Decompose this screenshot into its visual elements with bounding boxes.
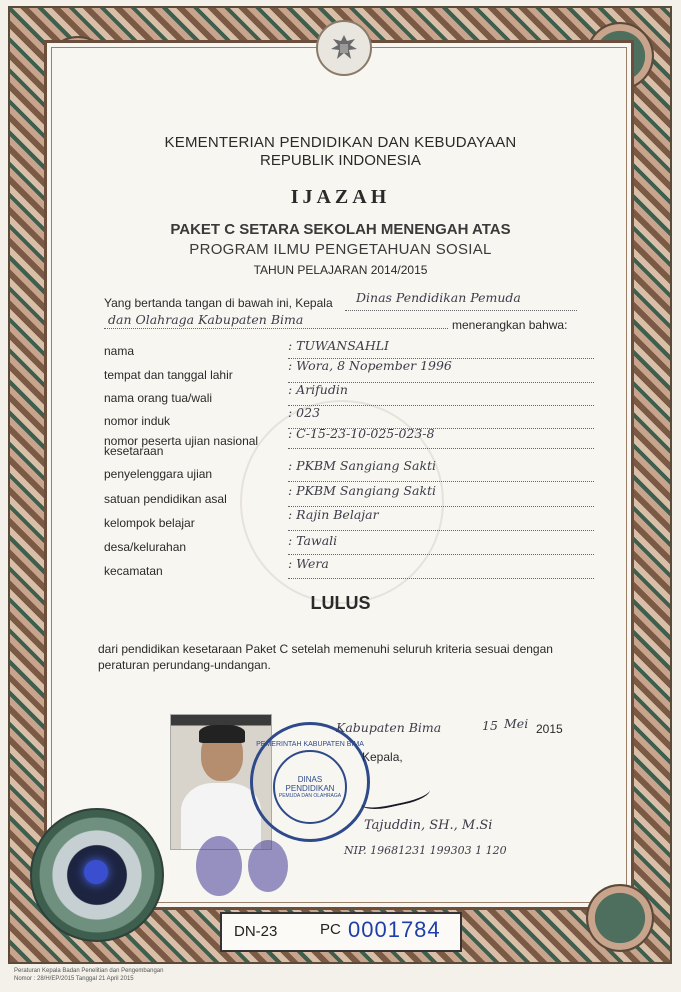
fingerprint-right: [248, 840, 288, 892]
signatory-nip: NIP. 19681231 199303 1 120: [344, 844, 507, 857]
intro-line-2: [104, 328, 448, 329]
garuda-emblem-icon: [316, 20, 372, 76]
field-line-ortu: [288, 405, 594, 406]
statement-line-1: dari pendidikan kesetaraan Paket C setelah memenuhi seluruh kriteria sesuai dengan: [98, 642, 553, 656]
field-value-nomor-induk: : 023: [288, 405, 321, 420]
serial-series: DN-23: [234, 923, 278, 940]
serial-number: 0001784: [348, 917, 441, 942]
signature-day: 15: [482, 718, 498, 733]
field-label-ortu: nama orang tua/wali: [104, 391, 213, 405]
field-line-kecamatan: [288, 578, 594, 579]
field-line-kelompok: [288, 530, 594, 531]
field-value-kelompok: : Rajin Belajar: [288, 507, 379, 522]
field-value-ortu: : Arifudin: [288, 382, 348, 397]
field-line-nomor-peserta: [288, 448, 594, 449]
field-label-desa: desa/kelurahan: [104, 540, 187, 554]
official-stamp: [250, 722, 370, 842]
fingerprint-left: [196, 836, 242, 896]
field-line-desa: [288, 554, 594, 555]
stamp-center-2: PENDIDIKAN: [285, 783, 335, 793]
signature-year: 2015: [536, 722, 563, 736]
field-value-satuan: : PKBM Sangiang Sakti: [288, 483, 437, 498]
serial-prefix: PC: [320, 921, 341, 938]
field-label-ttl: tempat dan tanggal lahir: [104, 368, 233, 382]
field-value-nama: : TUWANSAHLI: [288, 338, 389, 353]
field-value-desa: : Tawali: [288, 533, 338, 548]
stamp-center-1: DINAS: [297, 774, 323, 784]
program-heading: PROGRAM ILMU PENGETAHUAN SOSIAL: [189, 241, 492, 258]
academic-year: TAHUN PELAJARAN 2014/2015: [253, 263, 428, 277]
intro-text: Yang bertanda tangan di bawah ini, Kepala: [104, 296, 333, 310]
corner-ornament-bottom-right: [586, 884, 654, 952]
stamp-ring-text: PEMERINTAH KABUPATEN BIMA: [256, 740, 364, 748]
intro-handwritten-2: dan Olahraga Kabupaten Bima: [108, 312, 304, 327]
field-label-kelompok: kelompok belajar: [104, 516, 195, 530]
field-label-kecamatan: kecamatan: [104, 564, 163, 578]
republic-heading: REPUBLIK INDONESIA: [260, 152, 421, 169]
field-label-kesetaraan: kesetaraan: [104, 444, 164, 458]
intro-line-1: [345, 310, 577, 311]
signature-role: Kepala,: [362, 750, 403, 764]
field-line-penyelenggara: [288, 481, 594, 482]
ministry-heading: KEMENTERIAN PENDIDIKAN DAN KEBUDAYAAN: [164, 134, 517, 151]
field-label-nomor-peserta: nomor peserta ujian nasional: [104, 434, 259, 448]
intro-text-2: menerangkan bahwa:: [452, 318, 568, 332]
field-value-penyelenggara: : PKBM Sangiang Sakti: [288, 458, 437, 473]
field-label-nama: nama: [104, 344, 135, 358]
document-title: IJAZAH: [290, 186, 391, 208]
result-lulus: LULUS: [310, 593, 371, 613]
stamp-center-3: PEMUDA DAN OLAHRAGA: [278, 792, 342, 799]
footnote-line-1: Peraturan Kepala Badan Penelitian dan Pengembangan: [14, 968, 164, 974]
paket-heading: PAKET C SETARA SEKOLAH MENENGAH ATAS: [170, 221, 511, 238]
signature-place: Kabupaten Bima: [336, 720, 442, 735]
field-value-kecamatan: : Wera: [288, 556, 329, 571]
statement-line-2: peraturan perundang-undangan.: [98, 658, 271, 672]
footnote-line-2: Nomor : 28/H/EP/2015 Tanggal 21 April 2015: [14, 976, 134, 982]
signatory-name: Tajuddin, SH., M.Si: [364, 818, 493, 833]
field-label-satuan: satuan pendidikan asal: [104, 492, 227, 506]
field-value-ttl: : Wora, 8 Nopember 1996: [288, 358, 452, 373]
signature-month: Mei: [504, 716, 529, 731]
field-value-nomor-peserta: : C-15-23-10-025-023-8: [288, 426, 435, 441]
field-label-nomor-induk: nomor induk: [104, 414, 171, 428]
field-label-penyelenggara: penyelenggara ujian: [104, 467, 213, 481]
serial-number-box: [220, 912, 462, 952]
intro-handwritten-1: Dinas Pendidikan Pemuda: [356, 290, 521, 305]
ministry-hologram-seal: [30, 808, 164, 942]
